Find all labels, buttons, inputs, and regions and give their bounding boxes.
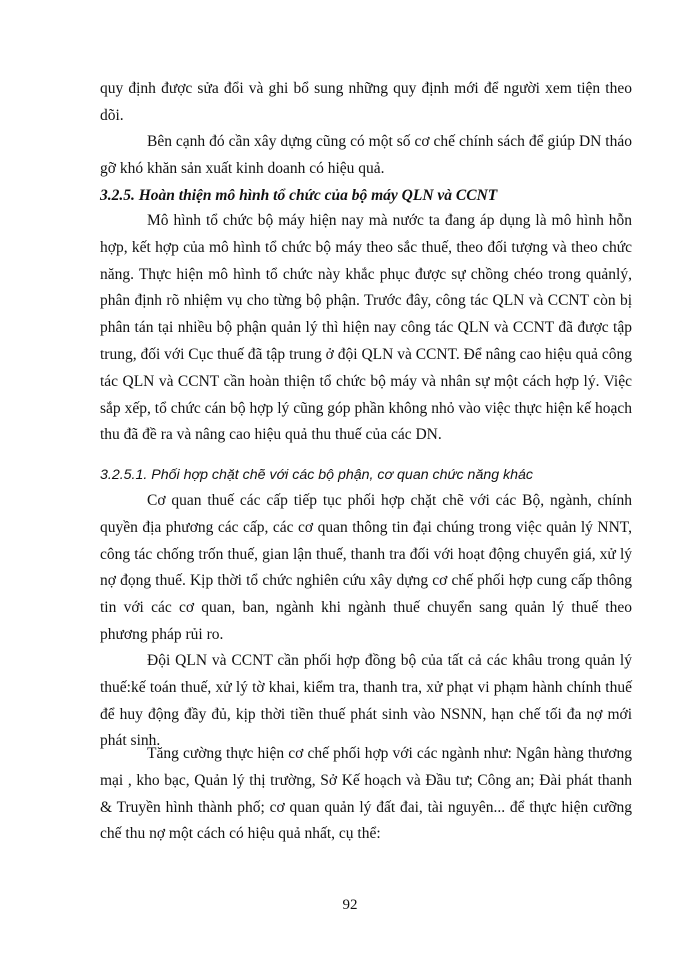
paragraph-policy-mechanism: Bên cạnh đó cần xây dựng cũng có một số cơ chế chính sách để giúp DN tháo gỡ khó khăn sản xuất kinh doanh có hiệu quả. [100,133,632,177]
paragraph-organization-model: Mô hình tổ chức bộ máy hiện nay mà nước ta đang áp dụng là mô hình hỗn hợp, kết hợp của mô hình tổ chức bộ máy theo sắc thuế, theo đối tượng và theo chức năng. Thực hiện mô hình tổ chức này khắc phục được sự chồng chéo trong quảnlý, phân định rõ nhiệm vụ cho từng bộ phận. Trước đây, công tác QLN và CCNT còn bị phân tán tại nhiều bộ phận quản lý thì hiện nay công tác QLN và CCNT đã được tập trung, đối với Cục thuế đã tập trung ở đội QLN và CCNT. Để nâng cao hiệu quả công tác QLN và CCNT cần hoàn thiện tổ chức bộ máy và nhân sự một cách hợp lý. Việc sắp xếp, tổ chức cán bộ hợp lý cũng góp phần không nhỏ vào việc thực hiện kế hoạch thu đã đề ra và nâng cao hiệu quả thu thuế của các DN. [100,212,632,444]
subsection-heading-3-2-5-1: 3.2.5.1. Phối hợp chặt chẽ với các bộ phận, cơ quan chức năng khác [100,467,534,483]
paragraph-team-coordination: Đội QLN và CCNT cần phối hợp đồng bộ của tất cả các khâu trong quản lý thuế:kế toán thuế, xử lý tờ khai, kiểm tra, thanh tra, xử phạt vi phạm hành chính thuế để huy động đầy đủ, kịp thời tiền thuế phát sinh vào NSNN, hạn chế tối đa nợ mới phát sinh. [100,652,632,750]
paragraph-inter-agency: Tăng cường thực hiện cơ chế phối hợp với các ngành như: Ngân hàng thương mại , kho bạc, Quản lý thị trường, Sở Kế hoạch và Đầu tư; Công an; Đài phát thanh & Truyền hình thành phố; cơ quan quản lý đất đai, tài nguyên... để thực hiện cưỡng chế thu nợ một cách có hiệu quả nhất, cụ thể: [100,745,632,843]
section-heading-3-2-5: 3.2.5. Hoàn thiện mô hình tổ chức của bộ máy QLN và CCNT [100,187,498,204]
page-number: 92 [342,897,358,913]
paragraph-coordination: Cơ quan thuế các cấp tiếp tục phối hợp chặt chẽ với các Bộ, ngành, chính quyền địa phương các cấp, các cơ quan thông tin đại chúng trong việc quản lý NNT, công tác chống trốn thuế, gian lận thuế, thanh tra đối với hoạt động chuyển giá, xử lý nợ đọng thuế. Kịp thời tổ chức nghiên cứu xây dựng cơ chế phối hợp cung cấp thông tin với các cơ quan, ban, ngành khi ngành thuế chuyển sang quản lý thuế theo phương pháp rủi ro. [100,492,632,643]
paragraph-continuation: quy định được sửa đổi và ghi bổ sung những quy định mới để người xem tiện theo dõi. [100,80,632,124]
